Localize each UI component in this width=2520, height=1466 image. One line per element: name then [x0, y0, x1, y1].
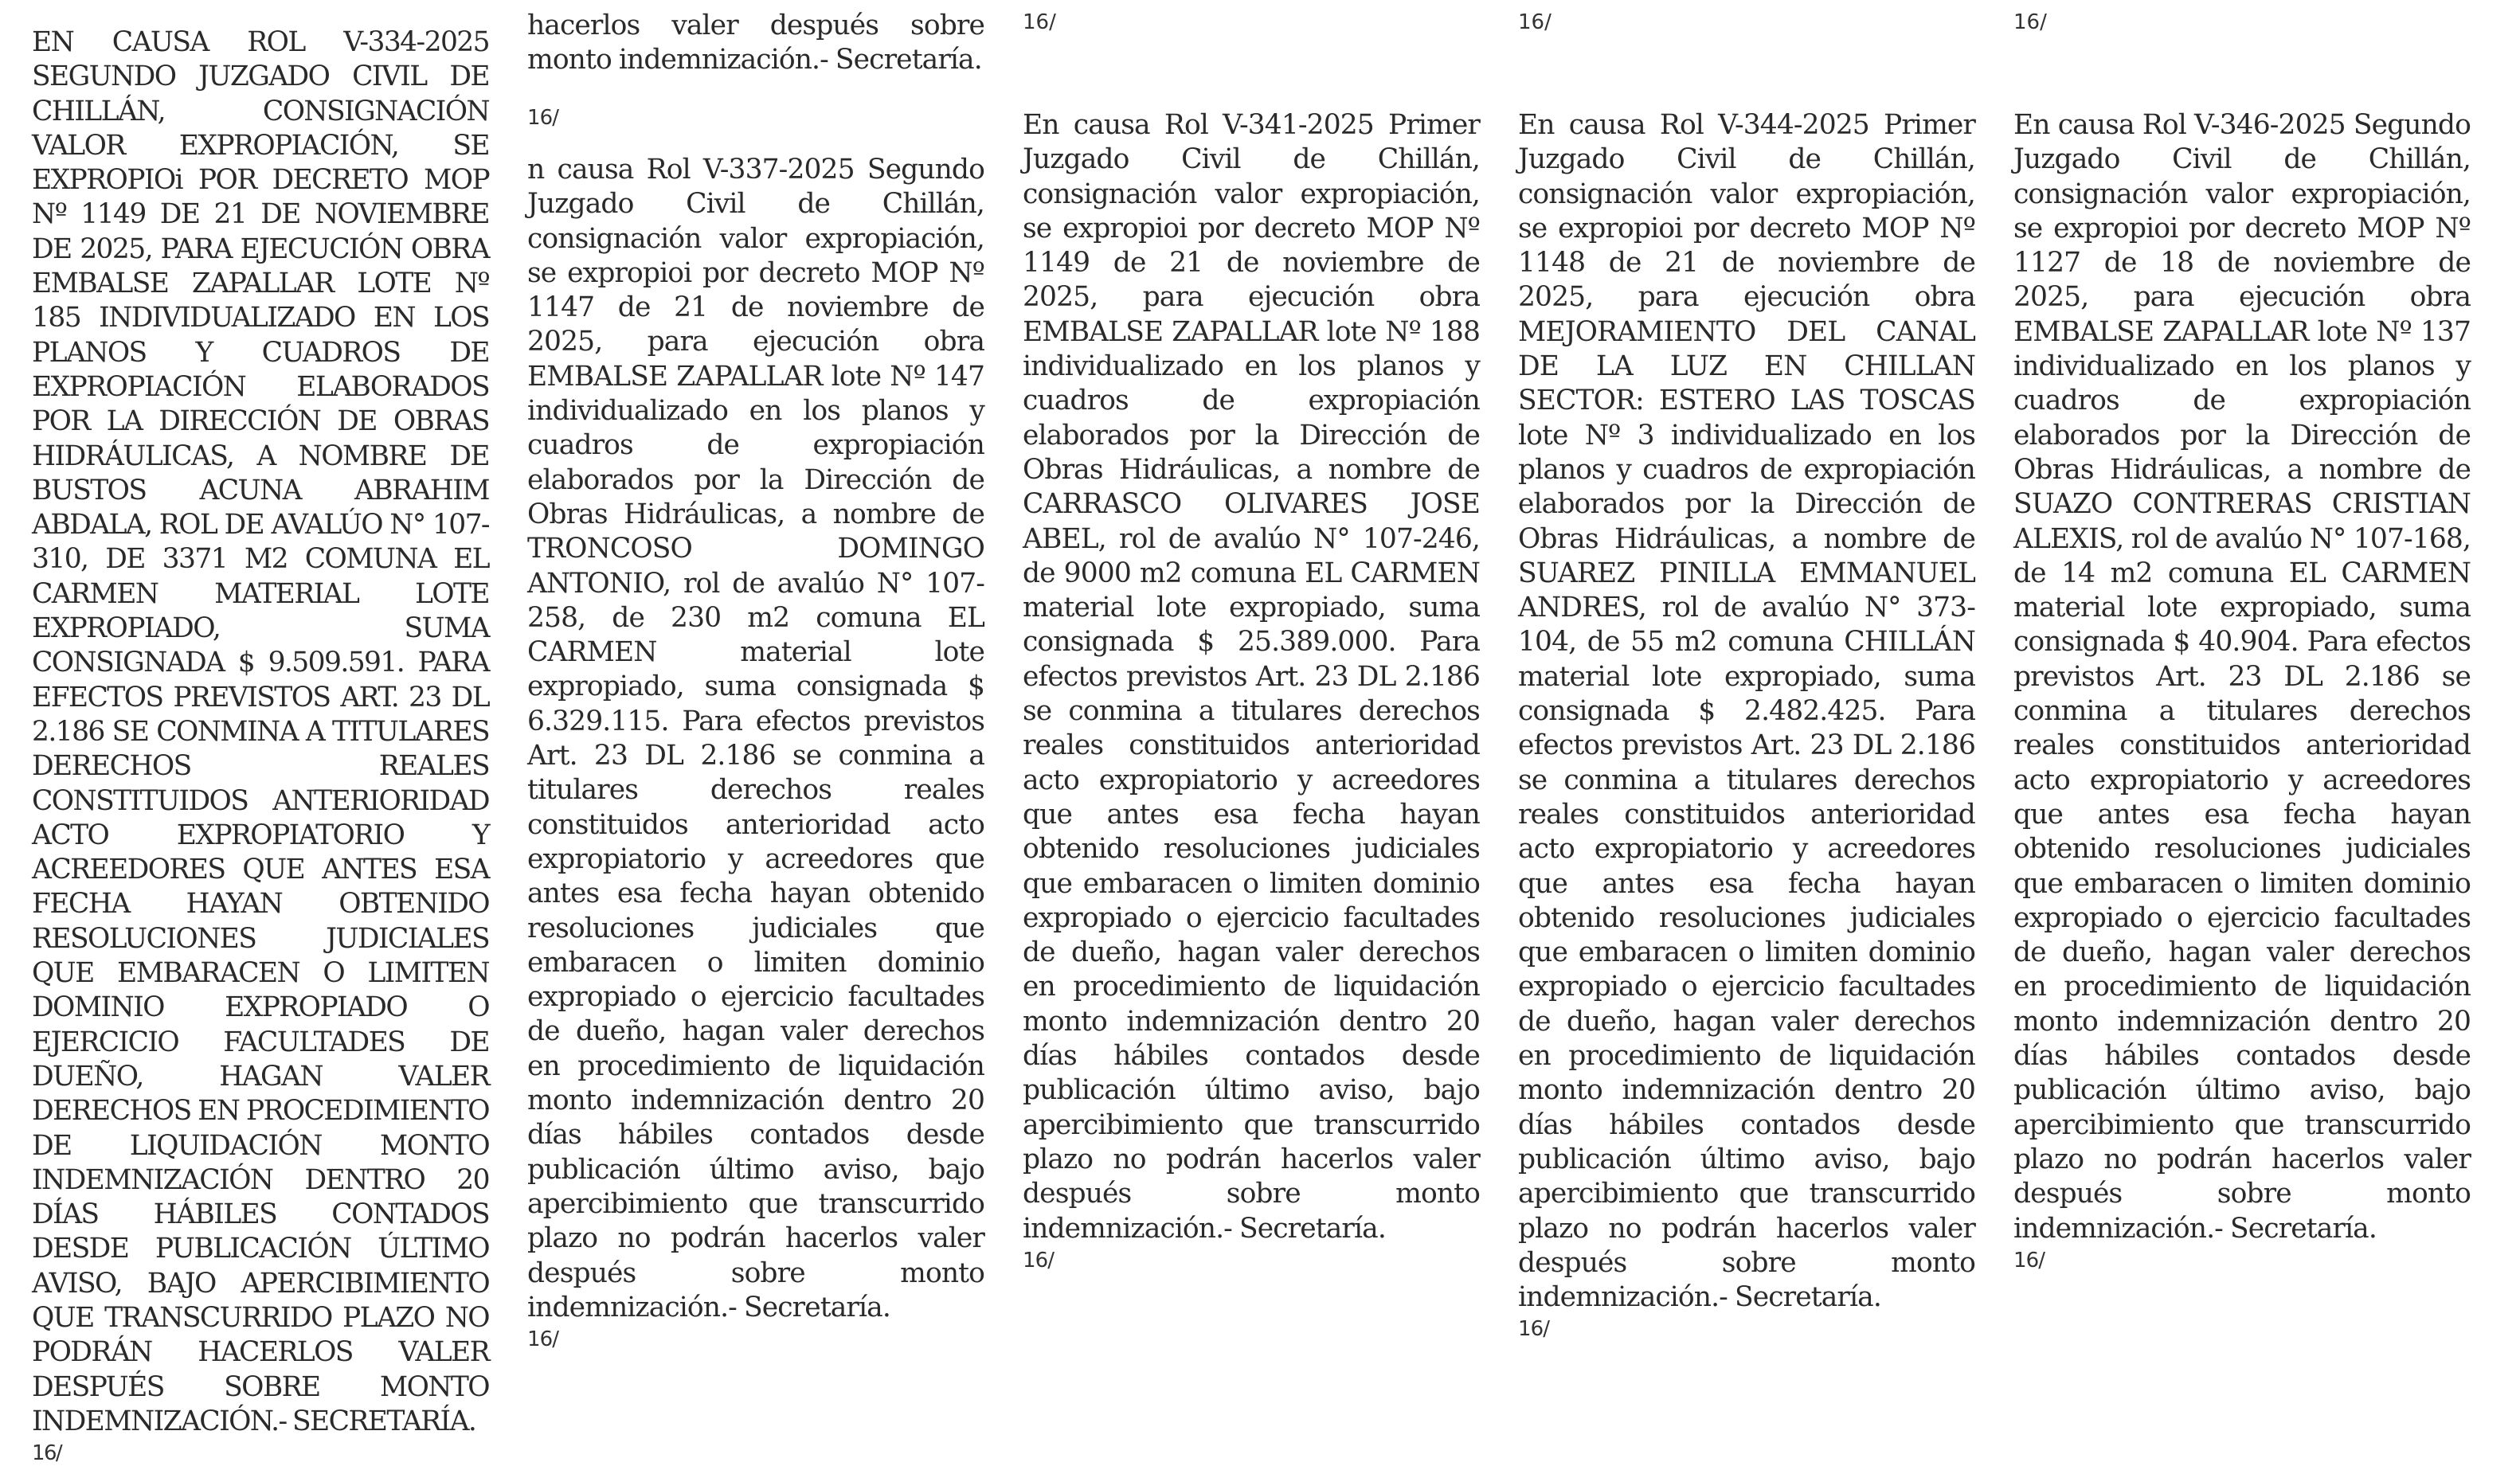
- legal-notice-v-337-2025: [527, 153, 984, 1352]
- legal-notice-v-334-2025: [32, 25, 489, 1466]
- previous-notice-tail-text: hacerlos valer después sobre monto indemnización.- Secretaría.: [527, 9, 984, 76]
- notice-marker: 16/: [2013, 1248, 2045, 1272]
- notice-text: En causa Rol V-346-2025 Segundo Juzgado Civil de Chillán, consignación valor expropiación, se expropioi por decreto MOP Nº 1127 de 18 de noviembre de 2025, para ejecución obra EMBALSE ZAPALLAR lote Nº 137 individualizado en los planos y cuadros de expropiación elaborados por la Dirección de Obras Hidráulicas, a nombre de SUAZO CONTRERAS CRISTIAN ALEXIS, rol de avalúo N° 107-168, de 14 m2 comuna EL CARMEN material lote expropiado, suma consignada $ 40.904. Para efectos previstos Art. 23 DL 2.186 se conmina a titulares derechos reales constituidos anterioridad acto expropiatorio y acreedores que antes esa fecha hayan obtenido resoluciones judiciales que embaracen o limiten dominio expropiado o ejercicio facultades de dueño, hagan valer derechos en procedimiento de liquidación monto indemnización dentro 20 días hábiles contados desde publicación último aviso, bajo apercibimiento que transcurrido plazo no podrán hacerlos valer después sobre monto indemnización.- Secretaría.: [2013, 109, 2471, 1245]
- notice-text: En causa Rol V-341-2025 Primer Juzgado Civil de Chillán, consignación valor expropiación, se expropioi por decreto MOP Nº 1149 de 21 de noviembre de 2025, para ejecución obra EMBALSE ZAPALLAR lote Nº 188 individualizado en los planos y cuadros de expropiación elaborados por la Dirección de Obras Hidráulicas, a nombre de CARRASCO OLIVARES JOSE ABEL, rol de avalúo N° 107-246, de 9000 m2 comuna EL CARMEN material lote expropiado, suma consignada $ 25.389.000. Para efectos previstos Art. 23 DL 2.186 se conmina a titulares derechos reales constituidos anterioridad acto expropiatorio y acreedores que antes esa fecha hayan obtenido resoluciones judiciales que embaracen o limiten dominio expropiado o ejercicio facultades de dueño, hagan valer derechos en procedimiento de liquidación monto indemnización dentro 20 días hábiles contados desde publicación último aviso, bajo apercibimiento que transcurrido plazo no podrán hacerlos valer después sobre monto indemnización.- Secretaría.: [1023, 109, 1480, 1245]
- notice-marker: 16/: [2013, 10, 2047, 34]
- notice-marker: 16/: [527, 1327, 559, 1352]
- notice-marker: 16/: [1518, 1317, 1550, 1342]
- notice-text: EN CAUSA ROL V-334-2025 SEGUNDO JUZGADO CIVIL DE CHILLÁN, CONSIGNACIÓN VALOR EXPROPIACIÓN, SE EXPROPIOi POR DECRETO MOP Nº 1149 DE 21 DE NOVIEMBRE DE 2025, PARA EJECUCIÓN OBRA EMBALSE ZAPALLAR LOTE Nº 185 INDIVIDUALIZADO EN LOS PLANOS Y CUADROS DE EXPROPIACIÓN ELABORADOS POR LA DIRECCIÓN DE OBRAS HIDRÁULICAS, A NOMBRE DE BUSTOS ACUNA ABRAHIM ABDALA, ROL DE AVALÚO N° 107-310, DE 3371 M2 COMUNA EL CARMEN MATERIAL LOTE EXPROPIADO, SUMA CONSIGNADA $ 9.509.591. PARA EFECTOS PREVISTOS ART. 23 DL 2.186 SE CONMINA A TITULARES DERECHOS REALES CONSTITUIDOS ANTERIORIDAD ACTO EXPROPIATORIO Y ACREEDORES QUE ANTES ESA FECHA HAYAN OBTENIDO RESOLUCIONES JUDICIALES QUE EMBARACEN O LIMITEN DOMINIO EXPROPIADO O EJERCICIO FACULTADES DE DUEÑO, HAGAN VALER DERECHOS EN PROCEDIMIENTO DE LIQUIDACIÓN MONTO INDEMNIZACIÓN DENTRO 20 DÍAS HÁBILES CONTADOS DESDE PUBLICACIÓN ÚLTIMO AVISO, BAJO APERCIBIMIENTO QUE TRANSCURRIDO PLAZO NO PODRÁN HACERLOS VALER DESPUÉS SOBRE MONTO INDEMNIZACIÓN.- SECRETARÍA.: [32, 26, 489, 1437]
- notice-text: En causa Rol V-344-2025 Primer Juzgado Civil de Chillán, consignación valor expropiación, se expropioi por decreto MOP Nº 1148 de 21 de noviembre de 2025, para ejecución obra MEJORAMIENTO DEL CANAL DE LA LUZ EN CHILLAN SECTOR: ESTERO LAS TOSCAS lote Nº 3 individualizado en los planos y cuadros de expropiación elaborados por la Dirección de Obras Hidráulicas, a nombre de SUAREZ PINILLA EMMANUEL ANDRES, rol de avalúo N° 373-104, de 55 m2 comuna CHILLÁN material lote expropiado, suma consignada $ 2.482.425. Para efectos previstos Art. 23 DL 2.186 se conmina a titulares derechos reales constituidos anterioridad acto expropiatorio y acreedores que antes esa fecha hayan obtenido resoluciones judiciales que embaracen o limiten dominio expropiado o ejercicio facultades de dueño, hagan valer derechos en procedimiento de liquidación monto indemnización dentro 20 días hábiles contados desde publicación último aviso, bajo apercibimiento que transcurrido plazo no podrán hacerlos valer después sobre monto indemnización.- Secretaría.: [1518, 109, 1975, 1314]
- notice-marker: 16/: [32, 1441, 62, 1466]
- legal-notice-v-344-2025: [1518, 108, 1975, 1342]
- legal-notice-v-346-2025: [2013, 108, 2471, 1273]
- notice-marker: 16/: [1023, 1248, 1055, 1272]
- previous-notice-fragment: [527, 0, 984, 131]
- notice-marker: 16/: [1518, 10, 1552, 34]
- legal-notice-v-341-2025: [1023, 108, 1480, 1273]
- notice-marker: 16/: [527, 105, 559, 130]
- notice-text: n causa Rol V-337-2025 Segundo Juzgado Civil de Chillán, consignación valor expropiación, se expropioi por decreto MOP Nº 1147 de 21 de noviembre de 2025, para ejecución obra EMBALSE ZAPALLAR lote Nº 147 individualizado en los planos y cuadros de expropiación elaborados por la Dirección de Obras Hidráulicas, a nombre de TRONCOSO DOMINGO ANTONIO, rol de avalúo N° 107-258, de 230 m2 comuna EL CARMEN material lote expropiado, suma consignada $ 6.329.115. Para efectos previstos Art. 23 DL 2.186 se conmina a titulares derechos reales constituidos anterioridad acto expropiatorio y acreedores que antes esa fecha hayan obtenido resoluciones judiciales que embaracen o limiten dominio expropiado o ejercicio facultades de dueño, hagan valer derechos en procedimiento de liquidación monto indemnización dentro 20 días hábiles contados desde publicación último aviso, bajo apercibimiento que transcurrido plazo no podrán hacerlos valer después sobre monto indemnización.- Secretaría.: [527, 154, 984, 1323]
- notice-marker: 16/: [1023, 10, 1056, 34]
